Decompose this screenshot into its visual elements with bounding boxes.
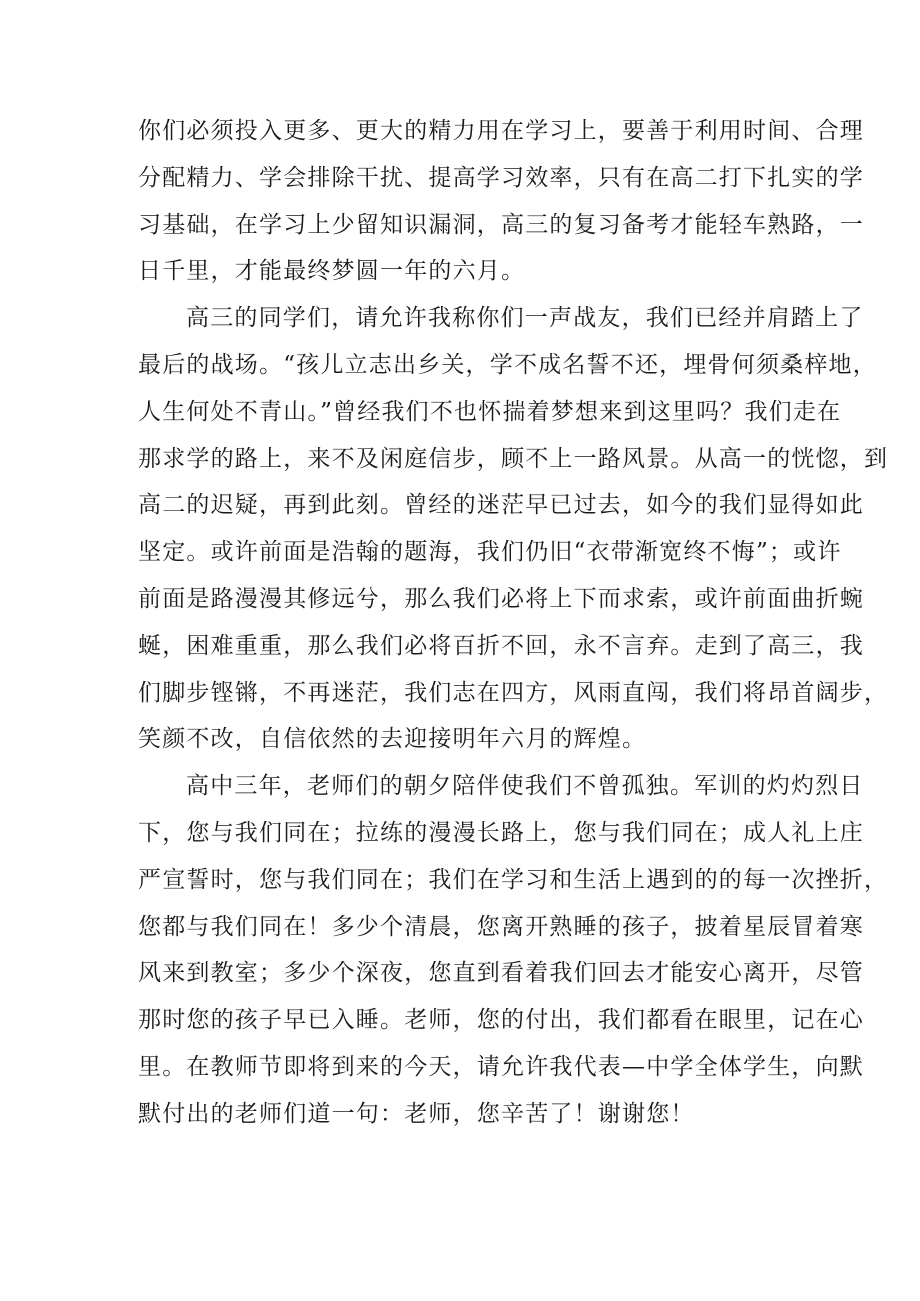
text-line: 蜒，困难重重，那么我们必将百折不回，永不言弃。走到了高三，我 xyxy=(138,632,864,659)
text-line: 那求学的路上，来不及闲庭信步，顾不上一路风景。从高一的恍惚，到 xyxy=(138,445,889,472)
text-line: 前面是路漫漫其修远兮，那么我们必将上下而求索，或许前面曲折蜿 xyxy=(138,585,864,612)
text-line: 人生何处不青山。”曾经我们不也怀揣着梦想来到这里吗？我们走在 xyxy=(138,398,842,425)
text-line: 里。在教师节即将到来的今天，请允许我代表—中学全体学生，向默 xyxy=(138,1053,864,1080)
text-line: 们脚步铿锵，不再迷茫，我们志在四方，风雨直闯，我们将昂首阔步， xyxy=(138,679,889,706)
text-line: 那时您的孩子早已入睡。老师，您的付出，我们都看在眼里，记在心 xyxy=(138,1007,864,1034)
text-line: 最后的战场。“孩儿立志出乡关，学不成名誓不还，埋骨何须桑梓地， xyxy=(138,351,877,378)
text-line: 风来到教室；多少个深夜，您直到看着我们回去才能安心离开，尽管 xyxy=(138,960,864,987)
text-line: 日千里，才能最终梦圆一年的六月。 xyxy=(138,258,526,285)
text-line: 严宣誓时，您与我们同在；我们在学习和生活上遇到的的每一次挫折， xyxy=(138,866,889,893)
paragraph-start-line: 高三的同学们，请允许我称你们一声战友，我们已经并肩踏上了 xyxy=(186,305,864,332)
text-line: 高二的迟疑，再到此刻。曾经的迷茫早已过去，如今的我们显得如此 xyxy=(138,492,864,519)
paragraph-start-line: 高中三年，老师们的朝夕陪伴使我们不曾孤独。军训的灼灼烈日 xyxy=(186,773,864,800)
text-line: 坚定。或许前面是浩翰的题海，我们仍旧“衣带渐宽终不悔”；或许 xyxy=(138,539,842,566)
text-line: 习基础，在学习上少留知识漏洞，高三的复习备考才能轻车熟路，一 xyxy=(138,211,864,238)
text-line: 您都与我们同在！多少个清晨，您离开熟睡的孩子，披着星辰冒着寒 xyxy=(138,913,864,940)
document-body xyxy=(138,108,889,1138)
text-line: 你们必须投入更多、更大的精力用在学习上，要善于利用时间、合理 xyxy=(138,118,864,144)
text-line: 笑颜不改，自信依然的去迎接明年六月的辉煌。 xyxy=(138,726,647,753)
text-line: 下，您与我们同在；拉练的漫漫长路上，您与我们同在；成人礼上庄 xyxy=(138,819,864,846)
text-line: 默付出的老师们道一句：老师，您辛苦了！谢谢您！ xyxy=(138,1100,695,1127)
text-line: 分配精力、学会排除干扰、提高学习效率，只有在高二打下扎实的学 xyxy=(138,164,864,191)
